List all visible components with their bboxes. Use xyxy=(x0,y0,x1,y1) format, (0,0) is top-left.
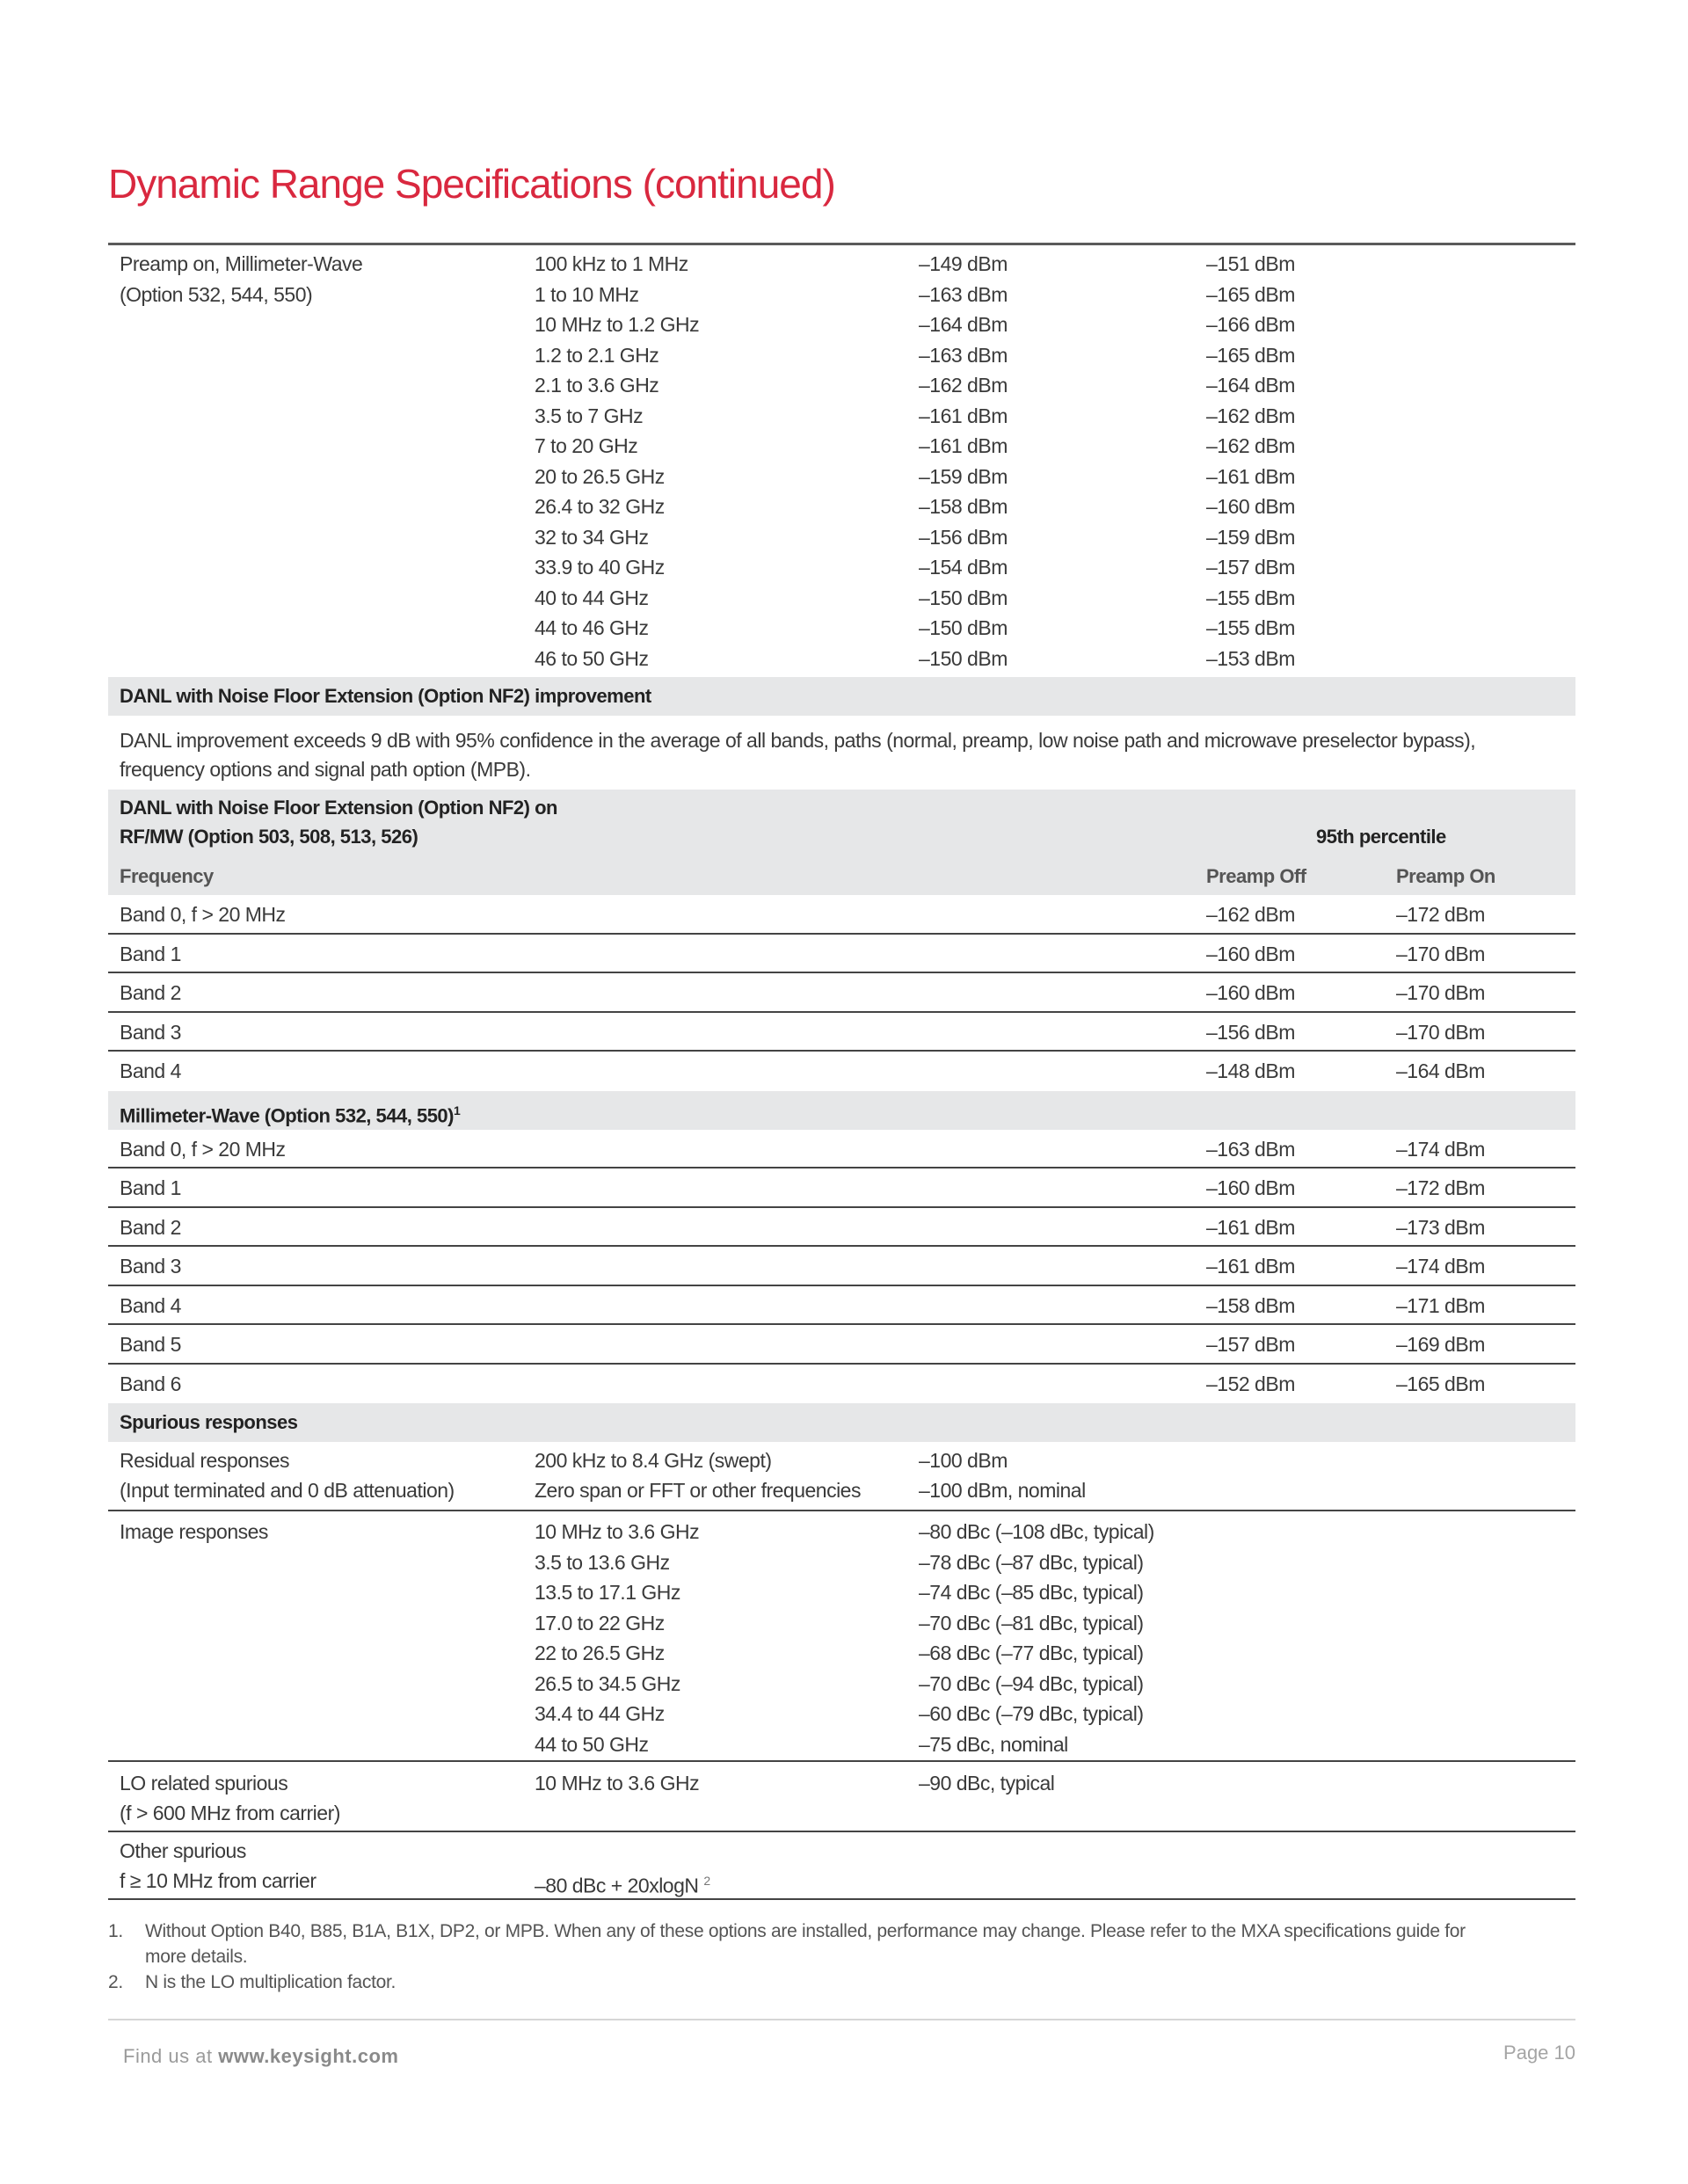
band-row xyxy=(108,1325,1575,1365)
footer-rule xyxy=(108,2019,1575,2020)
row-label: (Option 532, 544, 550) xyxy=(120,282,313,306)
value-spec: –156 dBm xyxy=(919,525,1008,549)
frequency-range: 40 to 44 GHz xyxy=(535,586,649,609)
footer-find-us xyxy=(123,2045,398,2068)
other-label2: f ≥ 10 MHz from carrier xyxy=(120,1869,316,1892)
other-spurious-row xyxy=(108,1832,1575,1900)
footnote-number: 1. xyxy=(108,1921,123,1941)
band-label: Band 4 xyxy=(120,1293,181,1317)
residual-freq2: Zero span or FFT or other frequencies xyxy=(535,1479,861,1502)
preamp-on-value: –172 dBm xyxy=(1396,903,1485,926)
mmw-header xyxy=(108,1091,1575,1130)
col-preamp-off: Preamp Off xyxy=(1206,865,1306,887)
residual-val1: –100 dBm xyxy=(919,1449,1008,1472)
image-value: –60 dBc (–79 dBc, typical) xyxy=(919,1702,1144,1725)
value-spec: –163 dBm xyxy=(919,343,1008,367)
image-value: –74 dBc (–85 dBc, typical) xyxy=(919,1581,1144,1604)
spec-row xyxy=(108,522,1575,553)
row-label: Preamp on, Millimeter-Wave xyxy=(120,252,363,275)
band-row xyxy=(108,1247,1575,1286)
spec-row xyxy=(108,370,1575,401)
preamp-on-value: –170 dBm xyxy=(1396,1020,1485,1044)
preamp-off-value: –163 dBm xyxy=(1206,1137,1295,1161)
value-typical: –160 dBm xyxy=(1206,495,1295,518)
band-row xyxy=(108,1208,1575,1248)
value-typical: –166 dBm xyxy=(1206,313,1295,336)
rfmw-rows xyxy=(108,895,1575,1091)
frequency-range: 2.1 to 3.6 GHz xyxy=(535,374,659,397)
spec-table xyxy=(108,243,1575,1900)
image-frequency: 13.5 to 17.1 GHz xyxy=(535,1581,680,1604)
mmw-header-text: Millimeter-Wave (Option 532, 544, 550) xyxy=(120,1103,454,1126)
image-value: –70 dBc (–81 dBc, typical) xyxy=(919,1611,1144,1634)
band-label: Band 3 xyxy=(120,1255,181,1278)
image-value: –70 dBc (–94 dBc, typical) xyxy=(919,1671,1144,1695)
band-label: Band 0, f > 20 MHz xyxy=(120,1137,286,1161)
value-typical: –165 dBm xyxy=(1206,343,1295,367)
value-typical: –151 dBm xyxy=(1206,252,1295,275)
other-val-text: –80 dBc + 20xlogN xyxy=(535,1874,699,1897)
preamp-off-value: –148 dBm xyxy=(1206,1059,1295,1082)
value-typical: –161 dBm xyxy=(1206,464,1295,488)
band-label: Band 5 xyxy=(120,1333,181,1356)
image-frequency: 17.0 to 22 GHz xyxy=(535,1611,665,1634)
col-frequency: Frequency xyxy=(120,865,214,887)
band-label: Band 0, f > 20 MHz xyxy=(120,903,286,926)
frequency-range: 33.9 to 40 GHz xyxy=(535,556,665,579)
value-typical: –159 dBm xyxy=(1206,525,1295,549)
band-label: Band 2 xyxy=(120,1215,181,1239)
mmw-rows xyxy=(108,1130,1575,1404)
lo-freq: 10 MHz to 3.6 GHz xyxy=(535,1772,700,1795)
band-label: Band 6 xyxy=(120,1372,181,1395)
frequency-range: 20 to 26.5 GHz xyxy=(535,464,665,488)
value-spec: –149 dBm xyxy=(919,252,1008,275)
page-number: Page 10 xyxy=(1503,2042,1575,2064)
residual-responses-row xyxy=(108,1442,1575,1511)
spec-row xyxy=(108,613,1575,644)
value-typical: –162 dBm xyxy=(1206,434,1295,457)
value-typical: –157 dBm xyxy=(1206,556,1295,579)
image-frequency: 44 to 50 GHz xyxy=(535,1732,649,1756)
preamp-on-value: –172 dBm xyxy=(1396,1176,1485,1199)
value-spec: –162 dBm xyxy=(919,374,1008,397)
nf2-header-line2: RF/MW (Option 503, 508, 513, 526) xyxy=(120,826,418,848)
frequency-range: 100 kHz to 1 MHz xyxy=(535,252,688,275)
residual-val2: –100 dBm, nominal xyxy=(919,1479,1086,1502)
spec-row xyxy=(108,280,1575,310)
image-frequency: 26.5 to 34.5 GHz xyxy=(535,1671,680,1695)
image-responses-row xyxy=(108,1511,1575,1762)
band-label: Band 4 xyxy=(120,1059,181,1082)
lo-label2: (f > 600 MHz from carrier) xyxy=(120,1802,340,1824)
other-val xyxy=(535,1866,710,1901)
preamp-off-value: –158 dBm xyxy=(1206,1293,1295,1317)
value-spec: –158 dBm xyxy=(919,495,1008,518)
preamp-off-value: –162 dBm xyxy=(1206,903,1295,926)
footnote-number: 2. xyxy=(108,1972,123,1992)
band-row xyxy=(108,895,1575,935)
band-row xyxy=(108,1013,1575,1052)
percentile-label: 95th percentile xyxy=(1316,826,1446,848)
footnote-ref: 1 xyxy=(454,1103,461,1117)
footnote-text: N is the LO multiplication factor. xyxy=(145,1972,397,1992)
preamp-on-value: –164 dBm xyxy=(1396,1059,1485,1082)
value-spec: –163 dBm xyxy=(919,282,1008,306)
spec-row xyxy=(108,340,1575,371)
value-typical: –164 dBm xyxy=(1206,374,1295,397)
spec-row xyxy=(108,309,1575,340)
band-row xyxy=(108,1365,1575,1404)
lo-val: –90 dBc, typical xyxy=(919,1772,1055,1795)
value-spec: –161 dBm xyxy=(919,434,1008,457)
band-label: Band 1 xyxy=(120,942,181,965)
preamp-on-value: –173 dBm xyxy=(1396,1215,1485,1239)
preamp-off-value: –157 dBm xyxy=(1206,1333,1295,1356)
nf2-header-line1: DANL with Noise Floor Extension (Option NF2) on xyxy=(120,797,557,819)
preamp-on-value: –170 dBm xyxy=(1396,981,1485,1004)
value-spec: –159 dBm xyxy=(919,464,1008,488)
residual-freq1: 200 kHz to 8.4 GHz (swept) xyxy=(535,1449,772,1472)
preamp-mmw-section xyxy=(108,249,1575,673)
nf2-table-header xyxy=(108,790,1575,895)
other-label1: Other spurious xyxy=(120,1839,246,1862)
spec-row xyxy=(108,431,1575,462)
spec-row xyxy=(108,249,1575,280)
frequency-range: 26.4 to 32 GHz xyxy=(535,495,665,518)
frequency-range: 1.2 to 2.1 GHz xyxy=(535,343,659,367)
find-us-label: Find us at xyxy=(123,2045,213,2067)
preamp-off-value: –161 dBm xyxy=(1206,1255,1295,1278)
image-value: –80 dBc (–108 dBc, typical) xyxy=(919,1520,1154,1543)
spec-row xyxy=(108,462,1575,492)
frequency-range: 10 MHz to 1.2 GHz xyxy=(535,313,700,336)
lo-label1: LO related spurious xyxy=(120,1772,288,1795)
preamp-on-value: –170 dBm xyxy=(1396,942,1485,965)
image-value: –75 dBc, nominal xyxy=(919,1732,1068,1756)
page-title: Dynamic Range Specifications (continued) xyxy=(108,161,835,207)
frequency-range: 44 to 46 GHz xyxy=(535,616,649,639)
band-label: Band 2 xyxy=(120,981,181,1004)
preamp-on-value: –165 dBm xyxy=(1396,1372,1485,1395)
preamp-off-value: –160 dBm xyxy=(1206,1176,1295,1199)
value-typical: –153 dBm xyxy=(1206,646,1295,670)
frequency-range: 32 to 34 GHz xyxy=(535,525,649,549)
footnote-1 xyxy=(108,1918,1480,1969)
image-frequency: 10 MHz to 3.6 GHz xyxy=(535,1520,700,1543)
preamp-on-value: –171 dBm xyxy=(1396,1293,1485,1317)
band-row xyxy=(108,1130,1575,1169)
value-spec: –150 dBm xyxy=(919,646,1008,670)
band-label: Band 1 xyxy=(120,1176,181,1199)
preamp-off-value: –161 dBm xyxy=(1206,1215,1295,1239)
image-label: Image responses xyxy=(120,1520,268,1543)
image-frequency: 22 to 26.5 GHz xyxy=(535,1642,665,1664)
spec-row xyxy=(108,644,1575,674)
image-frequency: 34.4 to 44 GHz xyxy=(535,1702,665,1725)
website-link[interactable]: www.keysight.com xyxy=(218,2045,399,2067)
spurious-header: Spurious responses xyxy=(108,1403,1575,1442)
image-value: –68 dBc (–77 dBc, typical) xyxy=(919,1642,1144,1664)
col-preamp-on: Preamp On xyxy=(1396,865,1495,887)
spec-row xyxy=(108,583,1575,614)
frequency-range: 3.5 to 7 GHz xyxy=(535,404,644,427)
preamp-on-value: –174 dBm xyxy=(1396,1137,1485,1161)
band-row xyxy=(108,1286,1575,1326)
preamp-on-value: –174 dBm xyxy=(1396,1255,1485,1278)
value-spec: –150 dBm xyxy=(919,586,1008,609)
band-row xyxy=(108,1168,1575,1208)
frequency-range: 46 to 50 GHz xyxy=(535,646,649,670)
image-frequency: 3.5 to 13.6 GHz xyxy=(535,1550,670,1574)
band-label: Band 3 xyxy=(120,1020,181,1044)
band-row xyxy=(108,1052,1575,1091)
spec-row xyxy=(108,552,1575,583)
spec-row xyxy=(108,491,1575,522)
band-row xyxy=(108,935,1575,974)
spec-row xyxy=(108,401,1575,432)
lo-spurious-row xyxy=(108,1762,1575,1832)
value-typical: –165 dBm xyxy=(1206,282,1295,306)
value-spec: –150 dBm xyxy=(919,616,1008,639)
footnote-text: Without Option B40, B85, B1A, B1X, DP2, or MPB. When any of these options are installed, performance may change. Please refer to the MXA specifications guide for more details. xyxy=(145,1921,1466,1967)
value-typical: –155 dBm xyxy=(1206,586,1295,609)
footnote-ref: 2 xyxy=(703,1874,710,1888)
value-spec: –164 dBm xyxy=(919,313,1008,336)
preamp-off-value: –156 dBm xyxy=(1206,1020,1295,1044)
image-value: –78 dBc (–87 dBc, typical) xyxy=(919,1550,1144,1574)
preamp-off-value: –160 dBm xyxy=(1206,981,1295,1004)
value-typical: –155 dBm xyxy=(1206,616,1295,639)
frequency-range: 7 to 20 GHz xyxy=(535,434,638,457)
nf2-improvement-text: DANL improvement exceeds 9 dB with 95% confidence in the average of all bands, paths (normal, preamp, low noise path and microwave preselector bypass), frequency options and signal path option (MPB). xyxy=(120,729,1476,781)
residual-label1: Residual responses xyxy=(120,1449,290,1472)
value-spec: –161 dBm xyxy=(919,404,1008,427)
footnote-2 xyxy=(108,1969,1480,1995)
frequency-range: 1 to 10 MHz xyxy=(535,282,639,306)
preamp-off-value: –160 dBm xyxy=(1206,942,1295,965)
value-typical: –162 dBm xyxy=(1206,404,1295,427)
nf2-improvement-header: DANL with Noise Floor Extension (Option NF2) improvement xyxy=(108,677,1575,716)
preamp-on-value: –169 dBm xyxy=(1396,1333,1485,1356)
band-row xyxy=(108,973,1575,1013)
residual-label2: (Input terminated and 0 dB attenuation) xyxy=(120,1479,455,1502)
footnotes xyxy=(108,1918,1480,1995)
value-spec: –154 dBm xyxy=(919,556,1008,579)
preamp-off-value: –152 dBm xyxy=(1206,1372,1295,1395)
